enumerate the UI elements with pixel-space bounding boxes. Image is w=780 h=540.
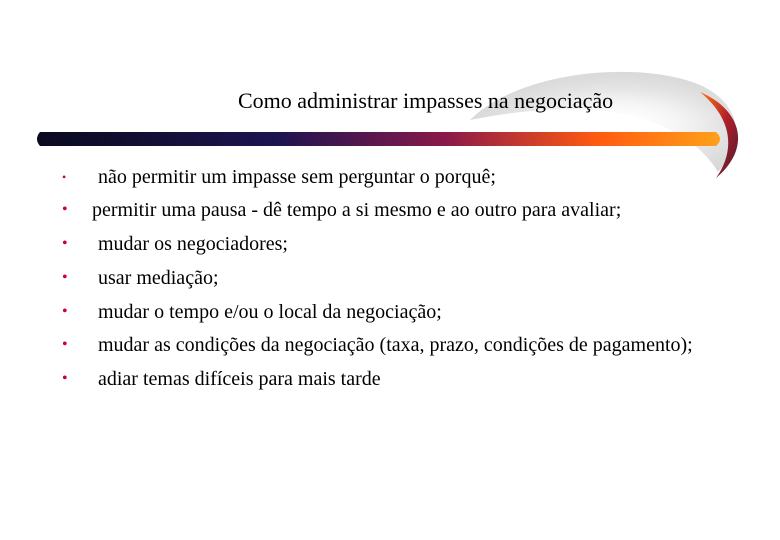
bullet-icon: • bbox=[62, 201, 68, 218]
slide-title: Como administrar impasses na negociação bbox=[238, 88, 614, 113]
list-item bbox=[62, 164, 710, 190]
bullet-text: mudar os negociadores; bbox=[98, 233, 288, 255]
list-item bbox=[62, 299, 710, 325]
list-item bbox=[62, 332, 710, 358]
list-item bbox=[62, 231, 710, 257]
bullet-list bbox=[62, 164, 710, 392]
bullet-icon: • bbox=[62, 170, 67, 184]
bullet-text: permitir uma pausa - dê tempo a si mesmo e ao outro para avaliar; bbox=[92, 199, 622, 221]
list-item bbox=[62, 265, 710, 291]
bullet-text: mudar o tempo e/ou o local da negociação; bbox=[98, 301, 442, 323]
bullet-text: mudar as condições da negociação (taxa, prazo, condições de pagamento); bbox=[98, 334, 693, 356]
bullet-icon: • bbox=[62, 370, 68, 387]
gradient-bar bbox=[37, 132, 720, 146]
list-item bbox=[62, 366, 710, 392]
bullet-text: adiar temas difíceis para mais tarde bbox=[98, 368, 381, 390]
bullet-icon: • bbox=[62, 336, 68, 353]
bullet-text: usar mediação; bbox=[98, 267, 219, 289]
bullet-icon: • bbox=[62, 235, 68, 252]
bullet-text: não permitir um impasse sem perguntar o porquê; bbox=[98, 166, 496, 188]
list-item bbox=[62, 197, 710, 223]
bullet-icon: • bbox=[62, 269, 68, 286]
bullet-icon: • bbox=[62, 303, 68, 320]
